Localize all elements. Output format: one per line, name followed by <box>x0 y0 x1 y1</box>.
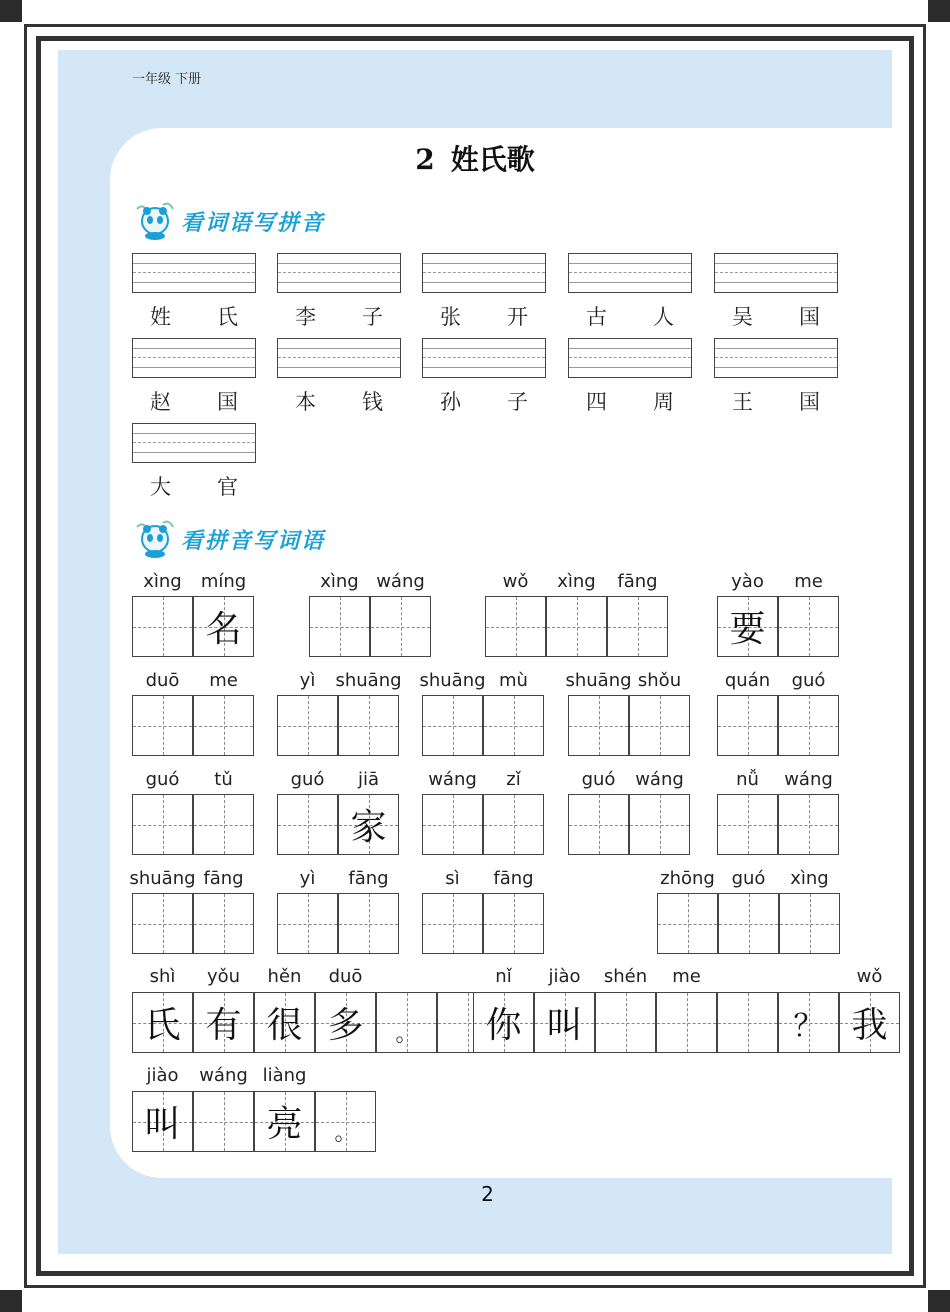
character-writing-cell[interactable] <box>595 992 656 1053</box>
word-character: 开 <box>507 305 528 329</box>
page-number: 2 <box>481 1182 494 1206</box>
given-character: 名 <box>205 609 242 650</box>
punctuation-mark: 。 <box>334 1121 357 1146</box>
pinyin-label: xìng <box>790 868 829 889</box>
character-writing-cell[interactable] <box>193 1091 254 1152</box>
pinyin-writing-box[interactable] <box>277 338 401 378</box>
pinyin-label: guó <box>791 670 826 691</box>
section-title-pinyin: 看词语写拼音 <box>181 209 326 236</box>
character-writing-cell[interactable] <box>277 893 338 954</box>
character-writing-cell[interactable] <box>717 596 778 657</box>
word-character: 子 <box>507 390 528 414</box>
pinyin-label: shuāng <box>565 670 632 691</box>
vocabulary-word <box>714 301 838 331</box>
corner-mark <box>0 0 22 22</box>
given-character: 有 <box>205 1005 242 1046</box>
pinyin-label: hěn <box>267 966 302 987</box>
panda-icon <box>133 519 177 559</box>
pinyin-label: wáng <box>199 1065 248 1086</box>
pinyin-label: fāng <box>617 571 658 592</box>
word-character: 四 <box>586 390 607 414</box>
vocabulary-word <box>277 386 401 416</box>
character-writing-cell[interactable] <box>656 992 717 1053</box>
word-character: 王 <box>732 390 753 414</box>
lesson-number: 2 <box>415 143 435 176</box>
character-writing-cell[interactable] <box>483 794 544 855</box>
pinyin-label: jiā <box>357 769 380 790</box>
word-character: 钱 <box>362 390 383 414</box>
character-writing-cell[interactable] <box>778 794 839 855</box>
given-character: 叫 <box>546 1005 583 1046</box>
given-character: 家 <box>350 807 387 848</box>
pinyin-label: wáng <box>376 571 425 592</box>
pinyin-writing-box[interactable] <box>422 253 546 293</box>
given-character: 氏 <box>144 1005 181 1046</box>
vocabulary-word <box>422 301 546 331</box>
pinyin-label: shǒu <box>637 670 682 691</box>
character-writing-cell[interactable] <box>132 596 193 657</box>
pinyin-label: fāng <box>203 868 244 889</box>
pinyin-label: jiào <box>146 1065 179 1086</box>
character-writing-cell[interactable] <box>315 992 376 1053</box>
given-character: 你 <box>485 1005 522 1046</box>
character-writing-cell[interactable] <box>277 794 338 855</box>
word-character: 姓 <box>150 305 171 329</box>
word-character: 古 <box>586 305 607 329</box>
pinyin-writing-box[interactable] <box>568 253 692 293</box>
vocabulary-word <box>132 301 256 331</box>
character-writing-cell[interactable] <box>839 992 900 1053</box>
character-writing-cell[interactable] <box>422 695 483 756</box>
character-writing-cell[interactable] <box>483 893 544 954</box>
vocabulary-word <box>568 386 692 416</box>
word-character: 子 <box>362 305 383 329</box>
character-writing-cell[interactable] <box>376 992 437 1053</box>
character-writing-cell[interactable] <box>422 893 483 954</box>
section-title-words: 看拼音写词语 <box>181 527 326 554</box>
pinyin-label: tǔ <box>214 769 233 790</box>
character-writing-cell[interactable] <box>473 992 534 1053</box>
pinyin-label: mù <box>499 670 528 691</box>
pinyin-label: guó <box>731 868 766 889</box>
character-writing-cell[interactable] <box>778 992 839 1053</box>
character-writing-cell[interactable] <box>338 893 399 954</box>
pinyin-label: guó <box>290 769 325 790</box>
given-character: 很 <box>266 1005 303 1046</box>
character-writing-cell[interactable] <box>338 794 399 855</box>
character-writing-cell[interactable] <box>309 596 370 657</box>
vocabulary-word <box>714 386 838 416</box>
pinyin-label: yì <box>299 868 316 889</box>
pinyin-label: wǒ <box>502 571 529 592</box>
word-character: 赵 <box>150 390 171 414</box>
character-writing-cell[interactable] <box>338 695 399 756</box>
vocabulary-word <box>422 386 546 416</box>
section-header-words <box>133 518 325 560</box>
pinyin-label: sì <box>445 868 460 889</box>
pinyin-label: zhōng <box>660 868 715 889</box>
character-writing-cell[interactable] <box>568 695 629 756</box>
character-writing-cell[interactable] <box>657 893 718 954</box>
character-writing-cell[interactable] <box>717 992 778 1053</box>
word-character: 张 <box>440 305 461 329</box>
given-character: 亮 <box>266 1104 303 1145</box>
character-writing-cell[interactable] <box>132 794 193 855</box>
vocabulary-word <box>132 386 256 416</box>
given-character: 我 <box>851 1005 888 1046</box>
corner-mark <box>928 1290 950 1312</box>
character-writing-cell[interactable] <box>132 695 193 756</box>
pinyin-writing-box[interactable] <box>714 253 838 293</box>
pinyin-label: duō <box>328 966 363 987</box>
character-writing-cell[interactable] <box>254 992 315 1053</box>
character-writing-cell[interactable] <box>778 596 839 657</box>
character-writing-cell[interactable] <box>718 893 779 954</box>
character-writing-cell[interactable] <box>568 794 629 855</box>
character-writing-cell[interactable] <box>422 794 483 855</box>
pinyin-label: shuāng <box>419 670 486 691</box>
pinyin-label: shì <box>149 966 176 987</box>
pinyin-label: fāng <box>493 868 534 889</box>
character-writing-cell[interactable] <box>629 695 690 756</box>
word-character: 官 <box>217 475 238 499</box>
word-character: 国 <box>217 390 238 414</box>
character-writing-cell[interactable] <box>132 893 193 954</box>
word-character: 本 <box>295 390 316 414</box>
word-character: 周 <box>653 390 674 414</box>
corner-mark <box>0 1290 22 1312</box>
vocabulary-word <box>132 471 256 501</box>
character-writing-cell[interactable] <box>193 992 254 1053</box>
pinyin-writing-box[interactable] <box>714 338 838 378</box>
given-character: 叫 <box>144 1104 181 1145</box>
pinyin-writing-box[interactable] <box>132 253 256 293</box>
word-character: 国 <box>799 390 820 414</box>
pinyin-label: me <box>794 571 823 592</box>
pinyin-label: shuāng <box>129 868 196 889</box>
pinyin-writing-box[interactable] <box>568 338 692 378</box>
pinyin-label: nǚ <box>736 769 759 790</box>
pinyin-label: yào <box>731 571 764 592</box>
pinyin-label: jiào <box>548 966 581 987</box>
pinyin-label: wáng <box>428 769 477 790</box>
pinyin-label: míng <box>200 571 247 592</box>
pinyin-label: zǐ <box>506 769 521 790</box>
character-writing-cell[interactable] <box>193 596 254 657</box>
pinyin-label: yǒu <box>206 966 241 987</box>
pinyin-label: quán <box>724 670 771 691</box>
pinyin-writing-box[interactable] <box>422 338 546 378</box>
pinyin-label: nǐ <box>495 966 512 987</box>
punctuation-mark: ？ <box>793 1008 824 1044</box>
given-character: 要 <box>729 609 766 650</box>
character-writing-cell[interactable] <box>315 1091 376 1152</box>
section-header-pinyin <box>133 200 325 242</box>
word-character: 李 <box>295 305 316 329</box>
punctuation-mark: 。 <box>395 1022 418 1047</box>
pinyin-writing-box[interactable] <box>132 423 256 463</box>
character-writing-cell[interactable] <box>193 695 254 756</box>
character-writing-cell[interactable] <box>193 893 254 954</box>
character-writing-cell[interactable] <box>717 695 778 756</box>
character-writing-cell[interactable] <box>254 1091 315 1152</box>
pinyin-label: fāng <box>348 868 389 889</box>
character-writing-cell[interactable] <box>534 992 595 1053</box>
pinyin-label: shén <box>603 966 648 987</box>
pinyin-label: duō <box>145 670 180 691</box>
pinyin-writing-box[interactable] <box>132 338 256 378</box>
vocabulary-word <box>277 301 401 331</box>
pinyin-label: guó <box>145 769 180 790</box>
pinyin-label: me <box>209 670 238 691</box>
character-writing-cell[interactable] <box>546 596 607 657</box>
pinyin-writing-box[interactable] <box>277 253 401 293</box>
panda-icon <box>133 201 177 241</box>
character-writing-cell[interactable] <box>607 596 668 657</box>
pinyin-label: guó <box>581 769 616 790</box>
character-writing-cell[interactable] <box>193 794 254 855</box>
pinyin-label: xìng <box>557 571 596 592</box>
pinyin-label: xìng <box>320 571 359 592</box>
word-character: 人 <box>653 305 674 329</box>
pinyin-label: xìng <box>143 571 182 592</box>
character-writing-cell[interactable] <box>483 695 544 756</box>
character-writing-cell[interactable] <box>629 794 690 855</box>
word-character: 国 <box>799 305 820 329</box>
character-writing-cell[interactable] <box>779 893 840 954</box>
word-character: 孙 <box>440 390 461 414</box>
character-writing-cell[interactable] <box>132 992 193 1053</box>
pinyin-label: wáng <box>635 769 684 790</box>
lesson-name: 姓氏歌 <box>450 143 535 176</box>
character-writing-cell[interactable] <box>485 596 546 657</box>
pinyin-label: shuāng <box>335 670 402 691</box>
character-writing-cell[interactable] <box>132 1091 193 1152</box>
vocabulary-word <box>568 301 692 331</box>
given-character: 多 <box>327 1005 364 1046</box>
word-character: 吴 <box>732 305 753 329</box>
character-writing-cell[interactable] <box>370 596 431 657</box>
pinyin-label: yì <box>299 670 316 691</box>
word-character: 氏 <box>217 305 238 329</box>
character-writing-cell[interactable] <box>717 794 778 855</box>
pinyin-label: wáng <box>784 769 833 790</box>
corner-mark <box>928 0 950 22</box>
word-character: 大 <box>150 475 171 499</box>
pinyin-label: liàng <box>262 1065 307 1086</box>
lesson-title <box>0 138 950 178</box>
pinyin-label: wǒ <box>856 966 883 987</box>
grade-label: 一年级 下册 <box>132 72 202 87</box>
character-writing-cell[interactable] <box>277 695 338 756</box>
character-writing-cell[interactable] <box>778 695 839 756</box>
pinyin-label: me <box>672 966 701 987</box>
